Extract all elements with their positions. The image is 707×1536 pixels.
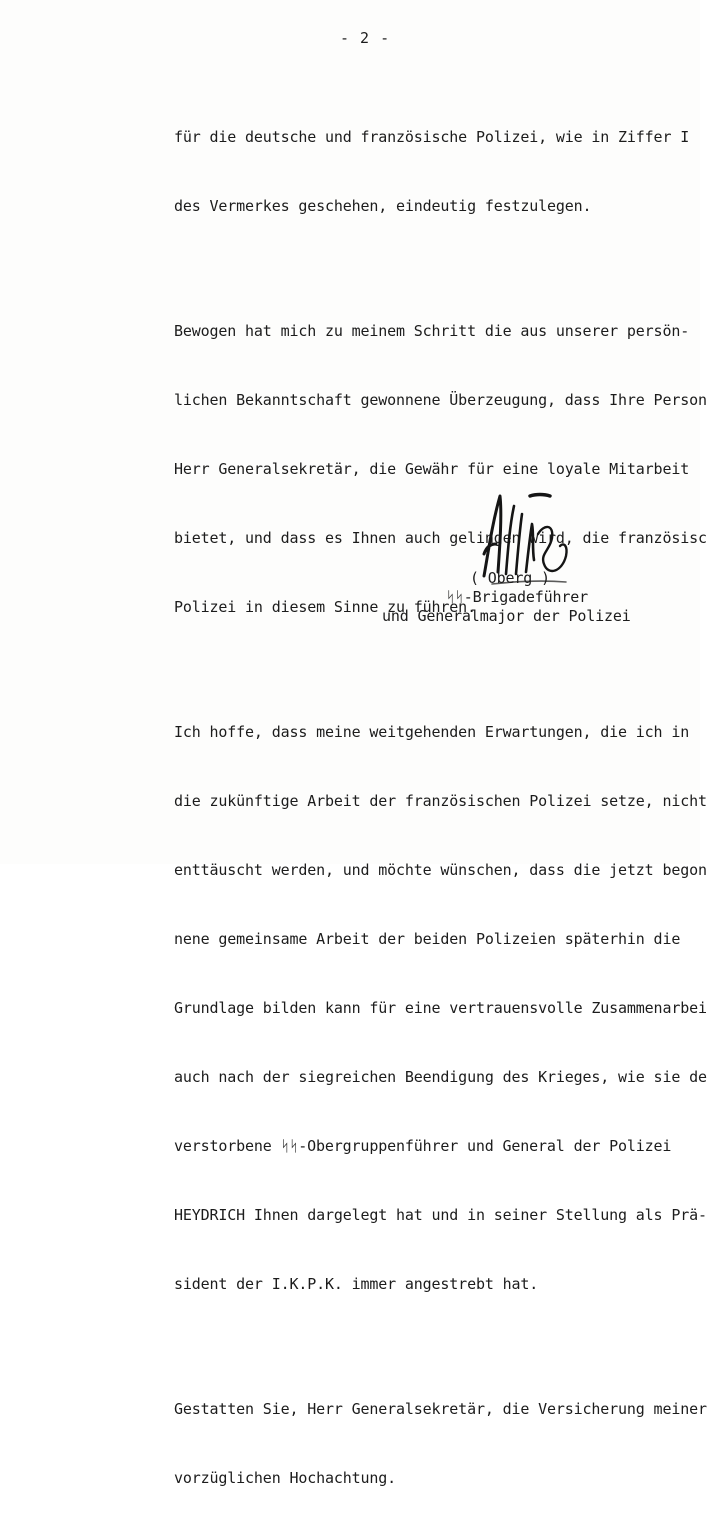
body-line: Ich hoffe, dass meine weitgehenden Erwartungen, die ich in xyxy=(174,723,690,741)
body-line: des Vermerkes geschehen, eindeutig festzulegen. xyxy=(174,197,592,215)
body-line: verstorbene ᛋᛋ-Obergruppenführer und General der Polizei xyxy=(174,1137,672,1155)
page-number: - 2 - xyxy=(340,29,391,47)
body-line: Grundlage bilden kann für eine vertrauensvolle Zusammenarbei xyxy=(174,999,707,1017)
paragraph-gap xyxy=(174,665,707,675)
signatory-rank: ᛋᛋ-Brigadeführer xyxy=(446,588,589,606)
signatory-title: und Generalmajor der Polizei xyxy=(382,607,631,625)
body-line: enttäuscht werden, und möchte wünschen, dass die jetzt begon xyxy=(174,861,707,879)
body-line: HEYDRICH Ihnen dargelegt hat und in seiner Stellung als Prä- xyxy=(174,1206,707,1224)
signature-block xyxy=(0,569,700,629)
body-line: auch nach der siegreichen Beendigung des Krieges, wie sie de xyxy=(174,1068,707,1086)
letter-body xyxy=(174,80,707,1536)
body-line: für die deutsche und französische Polizei, wie in Ziffer I xyxy=(174,128,690,146)
body-line: nene gemeinsame Arbeit der beiden Polizeien späterhin die xyxy=(174,930,681,948)
body-line: Polizei in diesem Sinne zu führen. xyxy=(174,598,476,616)
body-line: Bewogen hat mich zu meinem Schritt die aus unserer persön- xyxy=(174,322,690,340)
body-line: sident der I.K.P.K. immer angestrebt hat. xyxy=(174,1275,539,1293)
body-line: lichen Bekanntschaft gewonnene Überzeugung, dass Ihre Person xyxy=(174,391,707,409)
signatory-name: ( Oberg ) xyxy=(470,569,550,587)
body-line: Herr Generalsekretär, die Gewähr für eine loyale Mitarbeit xyxy=(174,460,690,478)
body-line: die zukünftige Arbeit der französischen Polizei setze, nicht xyxy=(174,792,707,810)
body-line: vorzüglichen Hochachtung. xyxy=(174,1469,397,1487)
paragraph-gap xyxy=(174,264,707,274)
paragraph-gap xyxy=(174,1342,707,1352)
body-line: bietet, und dass es Ihnen auch gelingen wird, die französisc xyxy=(174,529,707,547)
body-line: Gestatten Sie, Herr Generalsekretär, die Versicherung meiner xyxy=(174,1400,707,1418)
